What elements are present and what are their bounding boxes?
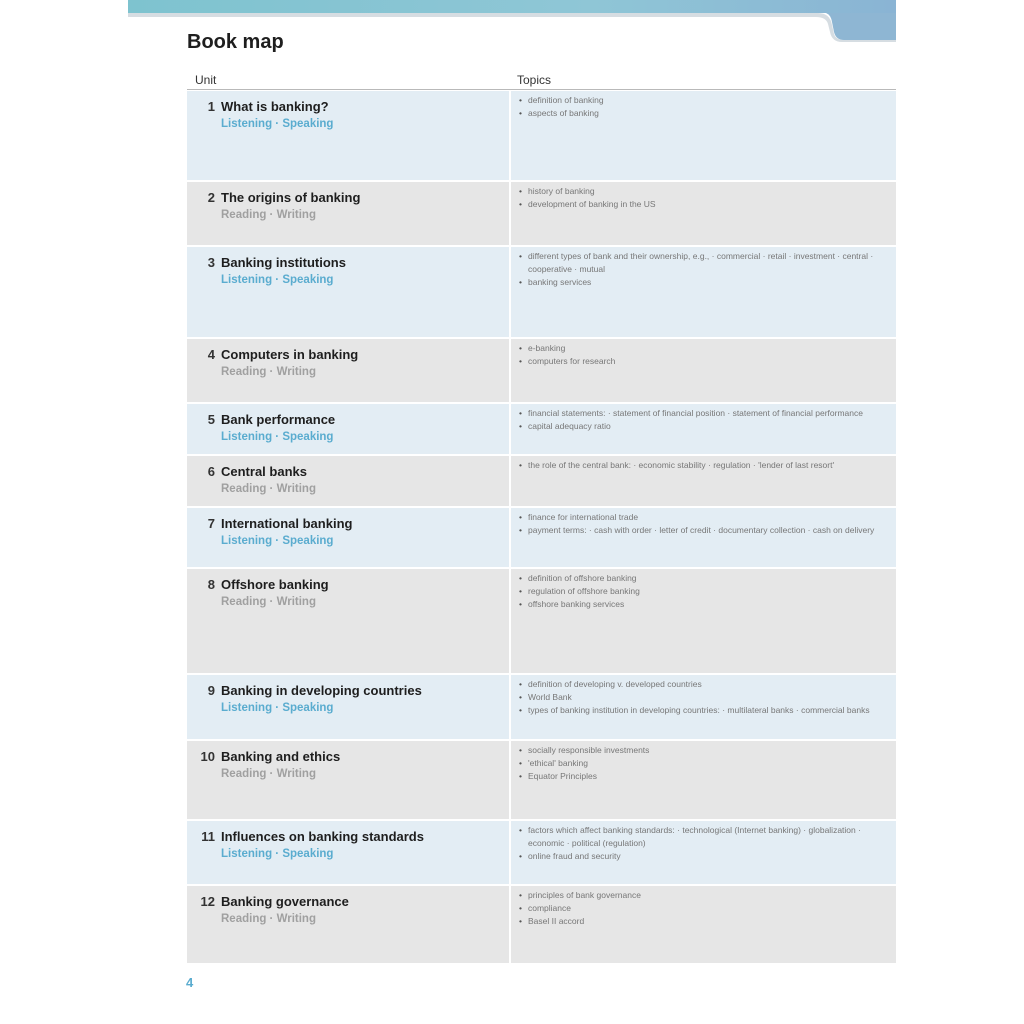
topic-text: principles of bank governance — [528, 890, 641, 900]
topic-item — [519, 342, 886, 355]
topic-list — [519, 511, 886, 537]
topic-text: different types of bank and their ownership, e.g., · commercial · retail · investment · central · cooperative · mutual — [528, 251, 874, 274]
topic-list — [519, 342, 886, 368]
unit-skills: Reading · Writing — [221, 483, 316, 495]
unit-skills: Listening · Speaking — [221, 535, 334, 547]
topic-text: factors which affect banking standards: · technological (Internet banking) · globalization · economic · political (regulation) — [528, 825, 861, 848]
topics-cell — [511, 91, 896, 180]
column-header-topics: Topics — [517, 73, 552, 87]
topic-item — [519, 420, 886, 433]
topic-item — [519, 691, 886, 704]
topics-cell — [511, 182, 896, 245]
unit-cell — [187, 404, 509, 454]
topic-item — [519, 94, 886, 107]
topic-text: payment terms: · cash with order · letter of credit · documentary collection · cash on delivery — [528, 525, 875, 535]
topic-text: development of banking in the US — [528, 199, 656, 209]
page-number: 4 — [186, 975, 194, 990]
topic-text: 'ethical' banking — [528, 758, 588, 768]
table-row — [187, 182, 896, 245]
bullet-icon: • — [519, 679, 522, 689]
topic-item — [519, 757, 886, 770]
topic-list — [519, 459, 886, 472]
bullet-icon: • — [519, 903, 522, 913]
bullet-icon: • — [519, 758, 522, 768]
topics-cell — [511, 569, 896, 673]
topics-cell — [511, 675, 896, 739]
page-title: Book map — [187, 31, 284, 53]
unit-title: Computers in banking — [221, 347, 359, 362]
topic-item — [519, 598, 886, 611]
unit-title: Central banks — [221, 464, 307, 479]
bullet-icon: • — [519, 916, 522, 926]
unit-title: Bank performance — [221, 412, 336, 427]
unit-number: 1 — [207, 99, 215, 114]
topic-text: World Bank — [528, 692, 572, 702]
topic-list — [519, 572, 886, 611]
unit-cell — [187, 886, 509, 963]
unit-number: 6 — [207, 464, 215, 479]
unit-skills: Reading · Writing — [221, 913, 316, 925]
header-divider — [187, 89, 896, 90]
unit-number: 10 — [200, 749, 215, 764]
topic-item — [519, 250, 886, 276]
bullet-icon: • — [519, 599, 522, 609]
topic-item — [519, 459, 886, 472]
unit-skills: Reading · Writing — [221, 209, 316, 221]
topic-item — [519, 185, 886, 198]
table-row — [187, 404, 896, 454]
table-row — [187, 247, 896, 337]
topic-item — [519, 744, 886, 757]
topic-text: finance for international trade — [528, 512, 639, 522]
topic-item — [519, 524, 886, 537]
topics-cell — [511, 886, 896, 963]
topic-text: definition of banking — [528, 95, 604, 105]
topics-cell — [511, 339, 896, 402]
bullet-icon: • — [519, 692, 522, 702]
topic-text: computers for research — [528, 356, 616, 366]
unit-title: Influences on banking standards — [221, 829, 424, 844]
bullet-icon: • — [519, 573, 522, 583]
table-row — [187, 91, 896, 180]
bullet-icon: • — [519, 705, 522, 715]
topic-item — [519, 198, 886, 211]
unit-skills: Reading · Writing — [221, 366, 316, 378]
topic-list — [519, 744, 886, 783]
unit-cell — [187, 821, 509, 884]
topic-list — [519, 407, 886, 433]
unit-cell — [187, 182, 509, 245]
unit-number: 11 — [201, 829, 215, 844]
unit-title: The origins of banking — [221, 190, 361, 205]
topic-text: history of banking — [528, 186, 595, 196]
bullet-icon: • — [519, 199, 522, 209]
bullet-icon: • — [519, 343, 522, 353]
bullet-icon: • — [519, 251, 522, 261]
bullet-icon: • — [519, 356, 522, 366]
unit-title: Offshore banking — [221, 577, 329, 592]
table-row — [187, 886, 896, 963]
topic-item — [519, 572, 886, 585]
topic-item — [519, 889, 886, 902]
topic-text: compliance — [528, 903, 571, 913]
topic-item — [519, 511, 886, 524]
topics-cell — [511, 247, 896, 337]
unit-cell — [187, 91, 509, 180]
unit-number: 12 — [200, 894, 215, 909]
topic-item — [519, 770, 886, 783]
unit-title: Banking in developing countries — [221, 683, 422, 698]
bullet-icon: • — [519, 512, 522, 522]
bullet-icon: • — [519, 525, 522, 535]
topic-text: offshore banking services — [528, 599, 625, 609]
topic-list — [519, 824, 886, 863]
topic-text: types of banking institution in developing countries: · multilateral banks · commercial banks — [528, 705, 870, 715]
table-row — [187, 508, 896, 567]
bullet-icon: • — [519, 460, 522, 470]
unit-number: 2 — [207, 190, 215, 205]
unit-title: Banking institutions — [221, 255, 346, 270]
unit-number: 3 — [207, 255, 215, 270]
bullet-icon: • — [519, 745, 522, 755]
topic-text: financial statements: · statement of financial position · statement of financial performance — [528, 408, 863, 418]
topic-text: e-banking — [528, 343, 566, 353]
topic-text: socially responsible investments — [528, 745, 650, 755]
bullet-icon: • — [519, 408, 522, 418]
topics-cell — [511, 821, 896, 884]
unit-title: International banking — [221, 516, 353, 531]
bullet-icon: • — [519, 108, 522, 118]
unit-title: Banking governance — [221, 894, 349, 909]
topic-item — [519, 355, 886, 368]
topic-item — [519, 704, 886, 717]
unit-cell — [187, 741, 509, 819]
unit-number: 9 — [207, 683, 215, 698]
topic-item — [519, 824, 886, 850]
topic-text: capital adequacy ratio — [528, 421, 611, 431]
unit-number: 4 — [207, 347, 215, 362]
topic-text: the role of the central bank: · economic stability · regulation · 'lender of last resort' — [528, 460, 835, 470]
topic-text: online fraud and security — [528, 851, 621, 861]
unit-skills: Listening · Speaking — [221, 848, 334, 860]
unit-cell — [187, 339, 509, 402]
unit-cell — [187, 456, 509, 506]
topic-list — [519, 185, 886, 211]
unit-title: Banking and ethics — [221, 749, 341, 764]
unit-skills: Reading · Writing — [221, 768, 316, 780]
bullet-icon: • — [519, 825, 522, 835]
unit-skills: Listening · Speaking — [221, 118, 334, 130]
unit-number: 5 — [207, 412, 215, 427]
bullet-icon: • — [519, 277, 522, 287]
topic-text: definition of offshore banking — [528, 573, 637, 583]
unit-number: 8 — [207, 577, 215, 592]
unit-cell — [187, 508, 509, 567]
topic-item — [519, 915, 886, 928]
bullet-icon: • — [519, 95, 522, 105]
topics-cell — [511, 508, 896, 567]
topics-cell — [511, 404, 896, 454]
unit-title: What is banking? — [221, 99, 329, 114]
topic-item — [519, 850, 886, 863]
unit-skills: Listening · Speaking — [221, 431, 334, 443]
unit-skills: Listening · Speaking — [221, 274, 334, 286]
topic-item — [519, 107, 886, 120]
bullet-icon: • — [519, 771, 522, 781]
topic-text: regulation of offshore banking — [528, 586, 640, 596]
bullet-icon: • — [519, 186, 522, 196]
table-row — [187, 821, 896, 884]
topic-list — [519, 250, 886, 289]
column-header-unit: Unit — [195, 73, 217, 87]
topic-list — [519, 889, 886, 928]
topics-cell — [511, 741, 896, 819]
topic-text: definition of developing v. developed countries — [528, 679, 702, 689]
bullet-icon: • — [519, 890, 522, 900]
topic-item — [519, 407, 886, 420]
unit-skills: Listening · Speaking — [221, 702, 334, 714]
unit-skills: Reading · Writing — [221, 596, 316, 608]
bullet-icon: • — [519, 421, 522, 431]
topic-item — [519, 585, 886, 598]
unit-number: 7 — [207, 516, 215, 531]
topic-text: banking services — [528, 277, 592, 287]
unit-cell — [187, 675, 509, 739]
topics-cell — [511, 456, 896, 506]
topic-list — [519, 678, 886, 717]
bullet-icon: • — [519, 851, 522, 861]
table-row — [187, 741, 896, 819]
bullet-icon: • — [519, 586, 522, 596]
topic-text: aspects of banking — [528, 108, 599, 118]
table-row — [187, 675, 896, 739]
table-row — [187, 569, 896, 673]
table-row — [187, 456, 896, 506]
topic-item — [519, 902, 886, 915]
table-row — [187, 339, 896, 402]
topic-list — [519, 94, 886, 120]
unit-cell — [187, 569, 509, 673]
topic-item — [519, 678, 886, 691]
topic-text: Equator Principles — [528, 771, 597, 781]
topic-text: Basel II accord — [528, 916, 585, 926]
topic-item — [519, 276, 886, 289]
unit-cell — [187, 247, 509, 337]
